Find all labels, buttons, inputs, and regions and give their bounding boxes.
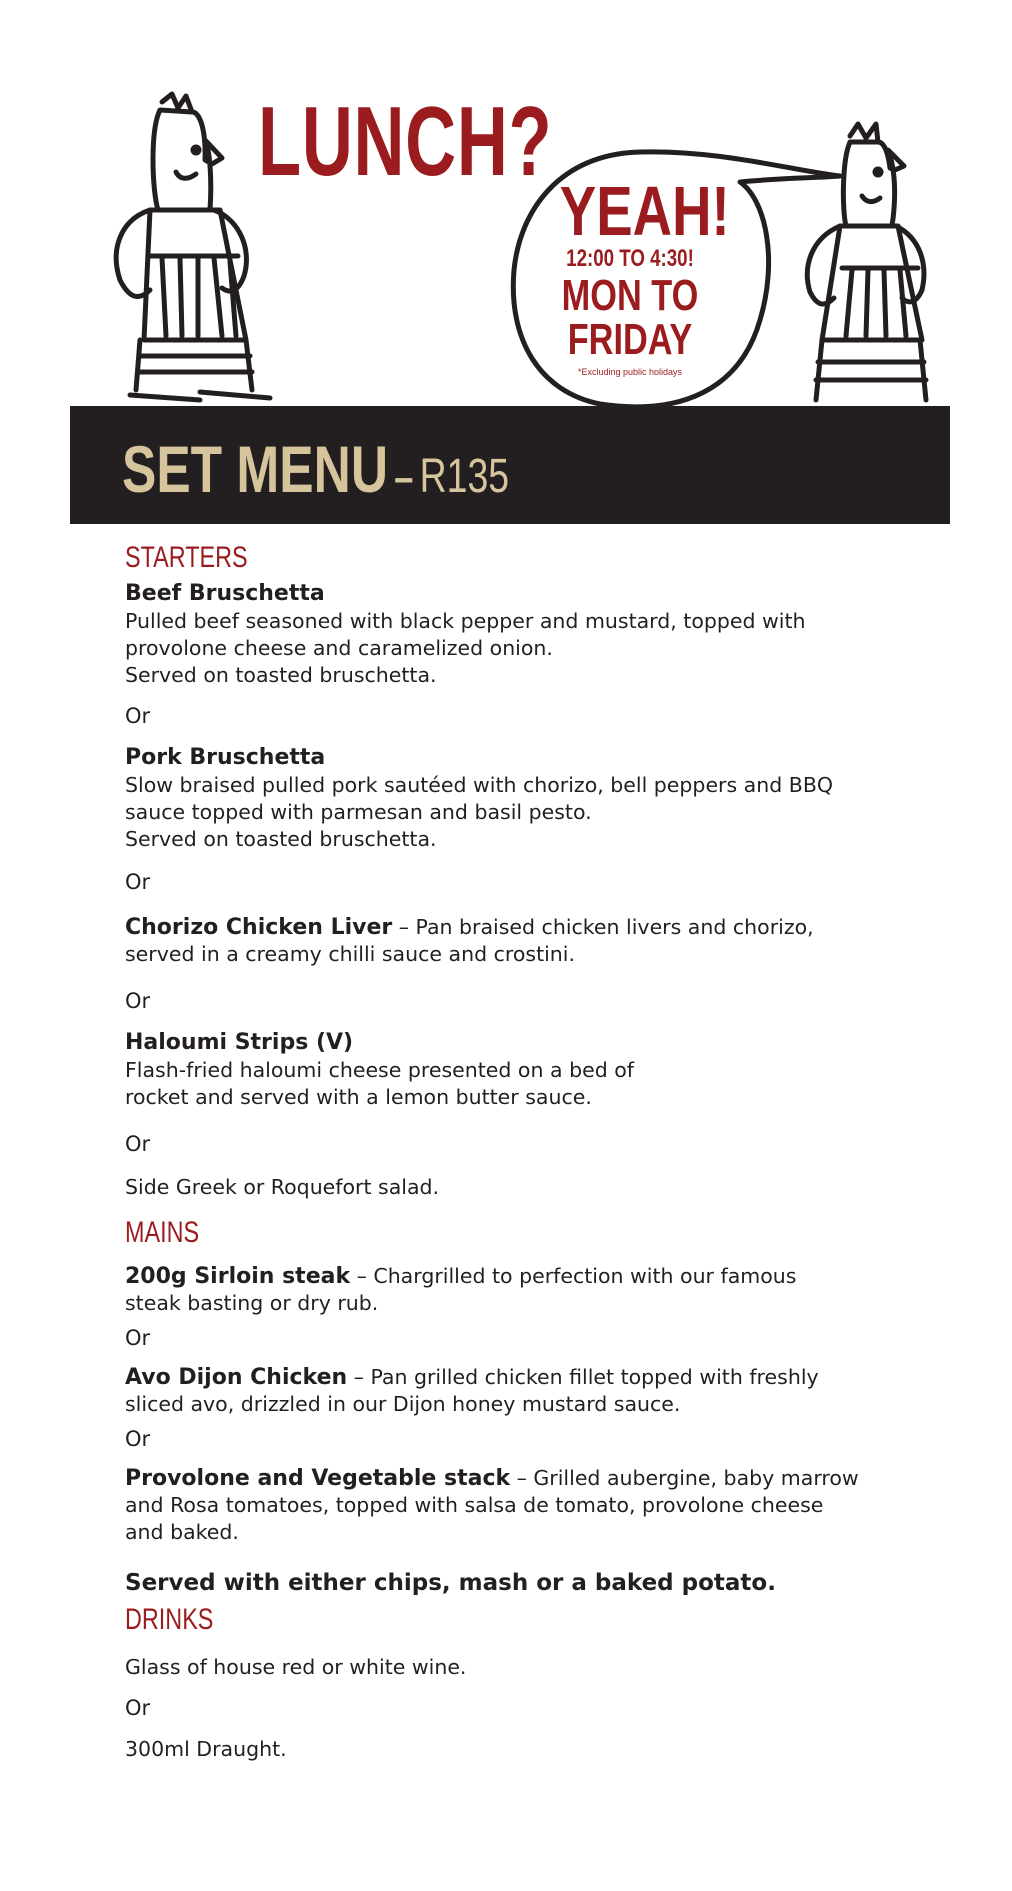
main-item (125, 1465, 905, 1546)
starter-item (125, 744, 905, 853)
starter-desc: Pulled beef seasoned with black pepper and mustard, topped with (125, 609, 806, 633)
days-line1: MON TO (561, 271, 699, 320)
drink-item: 300ml Draught. (125, 1737, 287, 1761)
starter-desc: rocket and served with a lemon butter sauce. (125, 1085, 592, 1109)
yeah-text: YEAH! (559, 172, 730, 250)
right-chef-icon (807, 124, 926, 400)
starter-desc: Slow braised pulled pork sautéed with chorizo, bell peppers and BBQ (125, 773, 834, 797)
main-desc: and baked. (125, 1520, 239, 1544)
sides-note: Served with either chips, mash or a baked potato. (125, 1570, 776, 1596)
or-separator: Or (125, 1427, 151, 1451)
main-desc: – Chargrilled to perfection with our famous (350, 1264, 797, 1288)
starter-name: Pork Bruschetta (125, 745, 326, 770)
starter-desc: Served on toasted bruschetta. (125, 827, 437, 851)
main-item (125, 1364, 905, 1418)
starter-item (125, 580, 905, 689)
starter-desc: Served on toasted bruschetta. (125, 663, 437, 687)
or-separator: Or (125, 1132, 151, 1156)
starter-name: Chorizo Chicken Liver (125, 915, 393, 940)
side-salad: Side Greek or Roquefort salad. (125, 1175, 440, 1199)
starter-item (125, 914, 905, 968)
starter-desc: provolone cheese and caramelized onion. (125, 636, 553, 660)
set-menu-dash: – (394, 453, 414, 502)
or-separator: Or (125, 1326, 151, 1350)
set-menu-title (122, 432, 510, 506)
main-desc: sliced avo, drizzled in our Dijon honey mustard sauce. (125, 1392, 681, 1416)
starter-desc: served in a creamy chilli sauce and crostini. (125, 942, 576, 966)
mains-heading: MAINS (125, 1216, 200, 1249)
main-name: Provolone and Vegetable stack (125, 1466, 511, 1491)
or-separator: Or (125, 989, 151, 1013)
set-menu-band (70, 406, 950, 524)
starter-desc: Flash-fried haloumi cheese presented on a bed of (125, 1058, 634, 1082)
starter-desc: – Pan braised chicken livers and chorizo, (392, 915, 814, 939)
drink-item: Glass of house red or white wine. (125, 1655, 467, 1679)
main-desc: – Pan grilled chicken fillet topped with freshly (347, 1365, 819, 1389)
or-separator: Or (125, 870, 151, 894)
bubble-text (540, 172, 730, 378)
main-desc: – Grilled aubergine, baby marrow (510, 1466, 859, 1490)
menu-content (125, 540, 905, 1763)
starters-heading: STARTERS (125, 541, 248, 574)
left-chef-icon (116, 94, 270, 400)
chef-illustration (0, 0, 1012, 410)
exclusion-note: *Excluding public holidays (577, 367, 683, 377)
main-desc: and Rosa tomatoes, topped with salsa de tomato, provolone cheese (125, 1493, 824, 1517)
drinks-heading: DRINKS (125, 1603, 214, 1636)
lunch-heading: LUNCH? (258, 86, 553, 196)
set-menu-label: SET MENU (122, 432, 389, 506)
set-menu-price: R135 (419, 450, 510, 503)
main-desc: steak basting or dry rub. (125, 1291, 379, 1315)
main-name: Avo Dijon Chicken (125, 1365, 348, 1390)
or-separator: Or (125, 704, 151, 728)
starter-desc: sauce topped with parmesan and basil pesto. (125, 800, 592, 824)
hours-text: 12:00 TO 4:30! (566, 245, 694, 272)
main-name: 200g Sirloin steak (125, 1264, 351, 1289)
days-line2: FRIDAY (567, 315, 693, 364)
or-separator: Or (125, 1696, 151, 1720)
header-illustration (0, 0, 1012, 410)
main-item (125, 1263, 905, 1317)
starter-name: Haloumi Strips (V) (125, 1030, 354, 1055)
starter-name: Beef Bruschetta (125, 581, 325, 606)
starter-item (125, 1029, 905, 1111)
